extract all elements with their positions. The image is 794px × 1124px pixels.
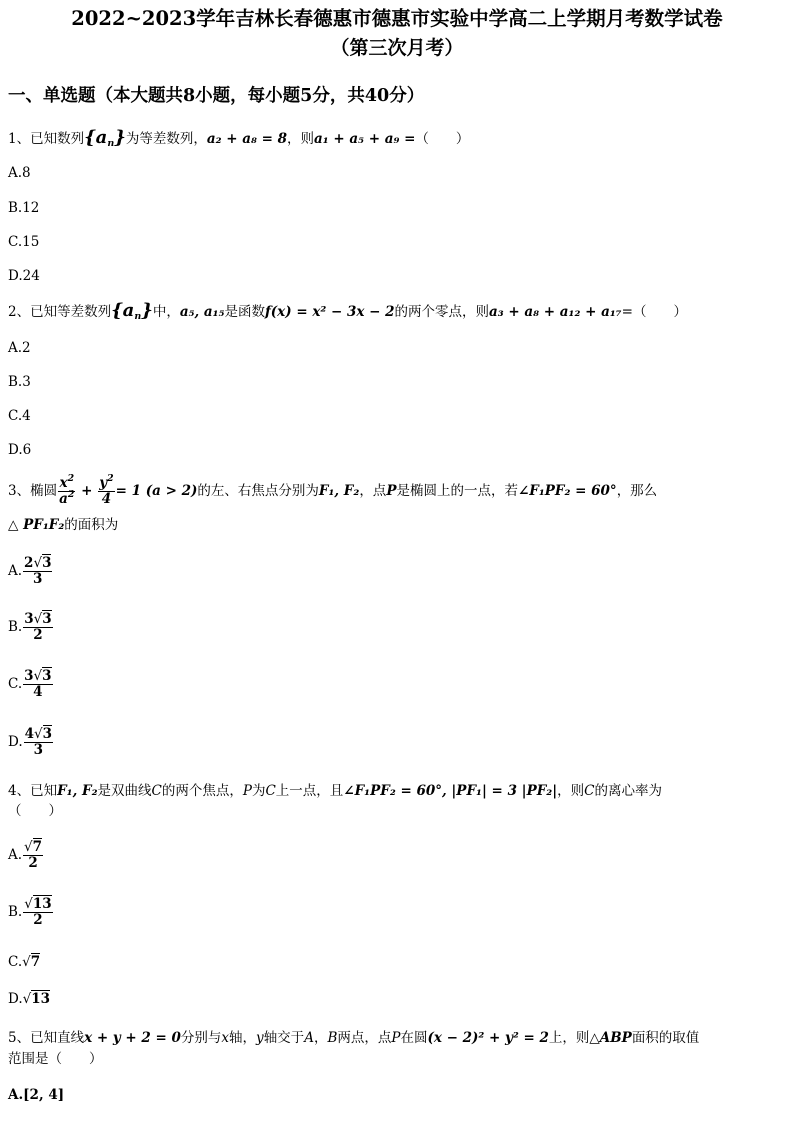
q2-expression: a₃ + a₈ + a₁₂ + a₁₇ xyxy=(489,304,622,320)
question-5-line2: 范围是（ ） xyxy=(8,1051,103,1067)
q4-option-a[interactable]: A. $\frac{√7}{2}$ xyxy=(8,839,43,871)
q1-option-c[interactable]: C.15 xyxy=(8,234,40,250)
q3-option-b[interactable]: B. $\frac{3√3}{2}$ xyxy=(8,611,52,643)
question-3-line2: △ PF₁F₂的面积为 xyxy=(8,517,119,533)
q2-option-d[interactable]: D.6 xyxy=(8,442,32,458)
q1-option-a[interactable]: A.8 xyxy=(8,165,31,181)
q4-option-b[interactable]: B. $\frac{√13}{2}$ xyxy=(8,896,52,928)
q1-option-d[interactable]: D.24 xyxy=(8,268,40,284)
q4-option-d[interactable]: D.√13 xyxy=(8,991,51,1007)
q1-option-b[interactable]: B.12 xyxy=(8,200,40,216)
q3-option-a[interactable]: A. $\frac{2√3}{3}$ xyxy=(8,555,52,587)
q2-option-c[interactable]: C.4 xyxy=(8,408,31,424)
question-5: 5、已知直线x + y + 2 = 0分别与x轴，y轴交于A，B两点，点P在圆(x − 2)² + y² = 2上，则△ABP面积的取值 xyxy=(8,1030,700,1046)
exam-title-line2: （第三次月考） xyxy=(330,37,464,59)
question-4-line2: （ ） xyxy=(8,803,62,819)
q2-option-b[interactable]: B.3 xyxy=(8,374,31,390)
exam-title-line1: 2022~2023学年吉林长春德惠市德惠市实验中学高二上学期月考数学试卷 xyxy=(71,7,723,30)
question-2: 2、已知等差数列$\{a_n\}$中，a₅, a₁₅是函数f(x) = x² − 3x − 2的两个零点，则a₃ + a₈ + a₁₂ + a₁₇=（ ） xyxy=(8,300,687,322)
q1-expression: a₁ + a₅ + a₉ = xyxy=(313,131,416,147)
q1-condition: a₂ + a₈ = 8 xyxy=(206,131,287,147)
q4-option-c[interactable]: C.√7 xyxy=(8,954,41,970)
q2-zeros: a₅, a₁₅ xyxy=(179,304,225,320)
question-1: 1、已知数列$\{a_n\}$为等差数列，a₂ + a₈ = 8，则a₁ + a₅ + a₉ =（ ） xyxy=(8,127,470,149)
q2-function: f(x) = x² − 3x − 2 xyxy=(264,304,395,320)
q3-option-c[interactable]: C. $\frac{3√3}{4}$ xyxy=(8,668,52,700)
question-4: 4、已知F₁, F₂是双曲线C的两个焦点，P为C上一点，且∠F₁PF₂ = 60°, |PF₁| = 3 |PF₂|，则C的离心率为 xyxy=(8,783,662,799)
q3-fraction-y: $\frac{y^2}{4}$ xyxy=(99,473,114,507)
q2-option-a[interactable]: A.2 xyxy=(8,340,31,356)
q5-option-a[interactable]: A.[2, 4] xyxy=(8,1087,65,1103)
question-3: 3、椭圆 $\frac{x^2}{a^2}$ + $\frac{y^2}{4}$ = 1 (a > 2)的左、右焦点分别为F₁, F₂，点P是椭圆上的一点，若∠F₁PF₂ = 60°，那么 xyxy=(8,473,658,507)
section-heading: 一、单选题（本大题共8小题，每小题5分，共40分） xyxy=(8,86,425,106)
q3-fraction-x: $\frac{x^2}{a^2}$ xyxy=(59,473,75,507)
q3-option-d[interactable]: D. $\frac{4√3}{3}$ xyxy=(8,726,53,758)
